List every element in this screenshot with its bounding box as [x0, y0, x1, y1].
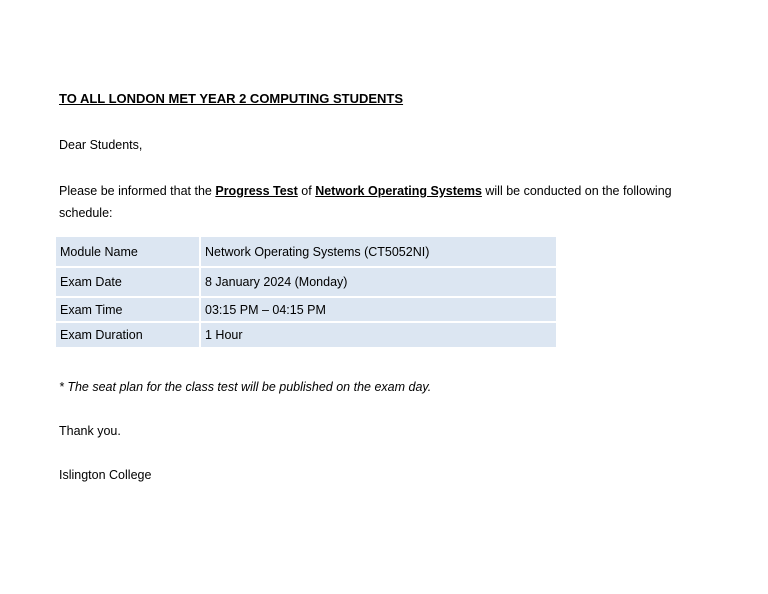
schedule-label: Exam Date [55, 267, 200, 297]
schedule-label: Exam Duration [55, 322, 200, 348]
schedule-label: Exam Time [55, 297, 200, 322]
signature: Islington College [59, 468, 152, 482]
table-row [55, 236, 557, 267]
table-row [55, 297, 557, 322]
schedule-value: 03:15 PM – 04:15 PM [200, 297, 557, 322]
module-name: Network Operating Systems [315, 184, 482, 198]
schedule-value: 1 Hour [200, 322, 557, 348]
table-row [55, 322, 557, 348]
intro-text-part1: Please be informed that the [59, 184, 216, 198]
schedule-table [54, 235, 558, 349]
table-row [55, 267, 557, 297]
schedule-value: 8 January 2024 (Monday) [200, 267, 557, 297]
notice-heading: TO ALL LONDON MET YEAR 2 COMPUTING STUDENTS [59, 91, 404, 106]
seat-plan-note: * The seat plan for the class test will be published on the exam day. [59, 380, 432, 394]
intro-paragraph [59, 180, 709, 224]
intro-text-part2: of [297, 184, 316, 198]
schedule-value: Network Operating Systems (CT5052NI) [200, 236, 557, 267]
closing-line: Thank you. [59, 424, 121, 438]
test-name: Progress Test [215, 184, 298, 198]
schedule-label: Module Name [55, 236, 200, 267]
intro-text-part3: will be conducted on the following schedule: [59, 184, 672, 220]
salutation: Dear Students, [59, 138, 143, 152]
